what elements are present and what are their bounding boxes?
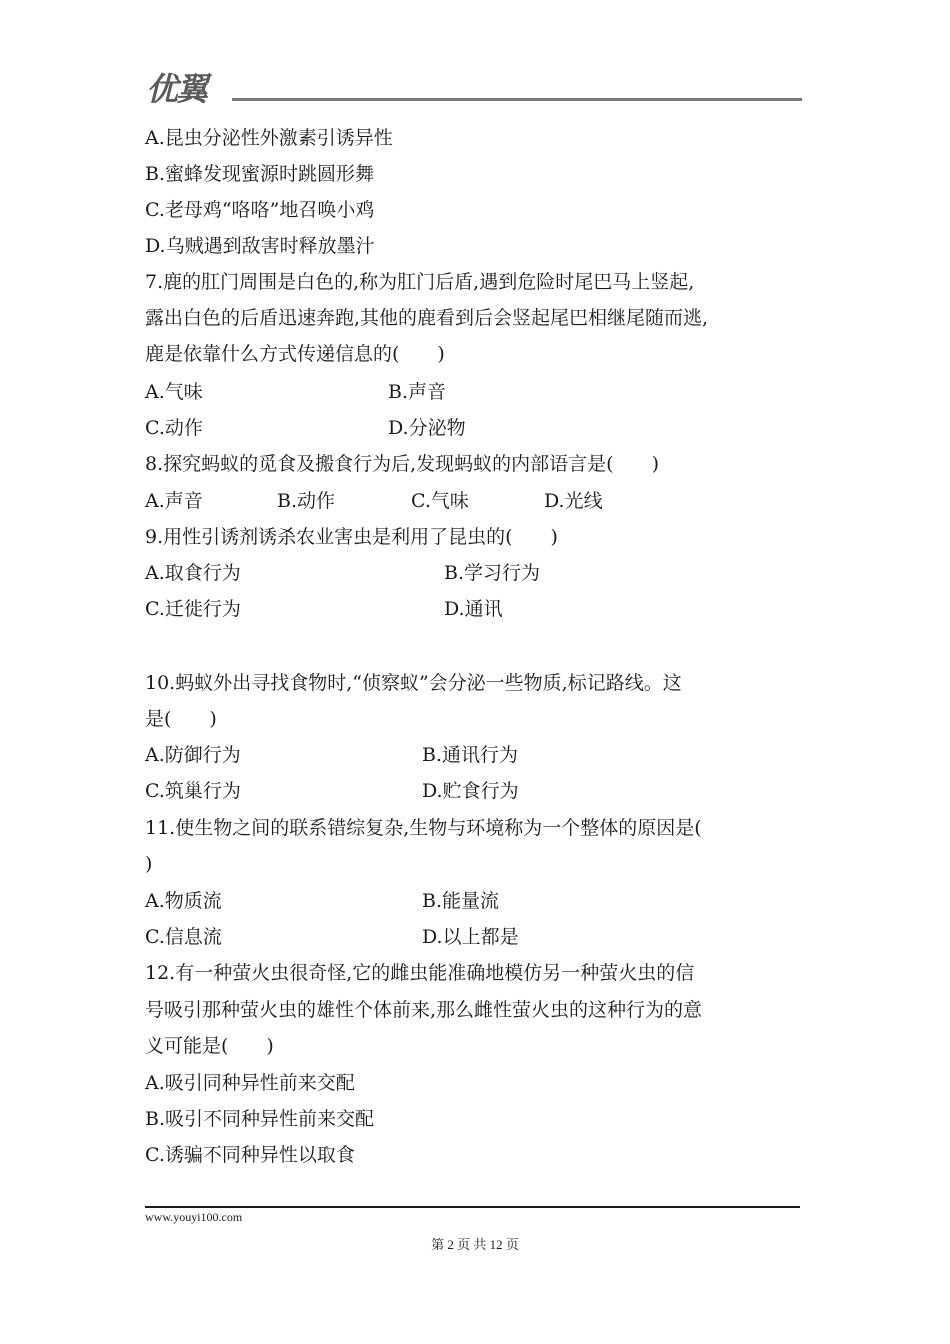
q11-option-b: B.能量流 <box>422 890 500 912</box>
q8-option-c: C.气味 <box>411 490 469 512</box>
q10-stem-line-2: 是( ) <box>145 708 217 730</box>
q10-option-d: D.贮食行为 <box>422 780 519 802</box>
q11-option-c: C.信息流 <box>145 926 222 948</box>
q12-option-b: B.吸引不同种异性前来交配 <box>145 1108 375 1130</box>
q11-stem-line-1: 11.使生物之间的联系错综复杂,生物与环境称为一个整体的原因是( <box>145 817 702 839</box>
q7-stem-line-2: 露出白色的后盾迅速奔跑,其他的鹿看到后会竖起尾巴相继尾随而逃, <box>145 307 709 329</box>
q7-option-a: A.气味 <box>145 381 203 403</box>
footer-divider <box>145 1206 800 1208</box>
q10-option-a: A.防御行为 <box>145 744 241 766</box>
footer-url: www.youyi100.com <box>145 1210 243 1224</box>
q9-stem: 9.用性引诱剂诱杀农业害虫是利用了昆虫的( ) <box>145 526 558 548</box>
q11-option-d: D.以上都是 <box>422 926 519 948</box>
q7-option-d: D.分泌物 <box>388 417 466 439</box>
q12-stem-line-1: 12.有一种萤火虫很奇怪,它的雌虫能准确地模仿另一种萤火虫的信 <box>145 962 695 984</box>
logo: 优翼 <box>146 70 207 108</box>
q9-option-b: B.学习行为 <box>444 562 541 584</box>
q6-option-b: B.蜜蜂发现蜜源时跳圆形舞 <box>145 163 375 185</box>
q6-option-c: C.老母鸡“咯咯”地召唤小鸡 <box>145 199 375 221</box>
q9-option-d: D.通讯 <box>444 598 503 620</box>
q12-option-c: C.诱骗不同种异性以取食 <box>145 1144 355 1166</box>
q10-option-b: B.通讯行为 <box>422 744 519 766</box>
q12-stem-line-3: 义可能是( ) <box>145 1035 274 1057</box>
q12-option-a: A.吸引同种异性前来交配 <box>145 1072 355 1094</box>
q11-option-a: A.物质流 <box>145 890 222 912</box>
q6-option-a: A.昆虫分泌性外激素引诱异性 <box>145 127 393 149</box>
q7-stem-line-1: 7.鹿的肛门周围是白色的,称为肛门后盾,遇到危险时尾巴马上竖起, <box>145 271 695 293</box>
q6-option-d: D.乌贼遇到敌害时释放墨汁 <box>145 235 375 257</box>
q8-option-a: A.声音 <box>145 490 203 512</box>
q9-option-c: C.迁徙行为 <box>145 598 241 620</box>
header-divider <box>232 98 802 101</box>
q8-stem: 8.探究蚂蚁的觅食及搬食行为后,发现蚂蚁的内部语言是( ) <box>145 453 659 475</box>
q11-stem-line-2: ) <box>145 853 153 875</box>
q8-option-d: D.光线 <box>544 490 603 512</box>
page-number: 第 2 页 共 12 页 <box>431 1237 519 1252</box>
q12-stem-line-2: 号吸引那种萤火虫的雄性个体前来,那么雌性萤火虫的这种行为的意 <box>145 999 703 1021</box>
q7-option-c: C.动作 <box>145 417 203 439</box>
q10-stem-line-1: 10.蚂蚁外出寻找食物时,“侦察蚁”会分泌一些物质,标记路线。这 <box>145 672 682 694</box>
q9-option-a: A.取食行为 <box>145 562 241 584</box>
q7-stem-line-3: 鹿是依靠什么方式传递信息的( ) <box>145 343 445 365</box>
q10-option-c: C.筑巢行为 <box>145 780 241 802</box>
q8-option-b: B.动作 <box>277 490 336 512</box>
q7-option-b: B.声音 <box>388 381 447 403</box>
